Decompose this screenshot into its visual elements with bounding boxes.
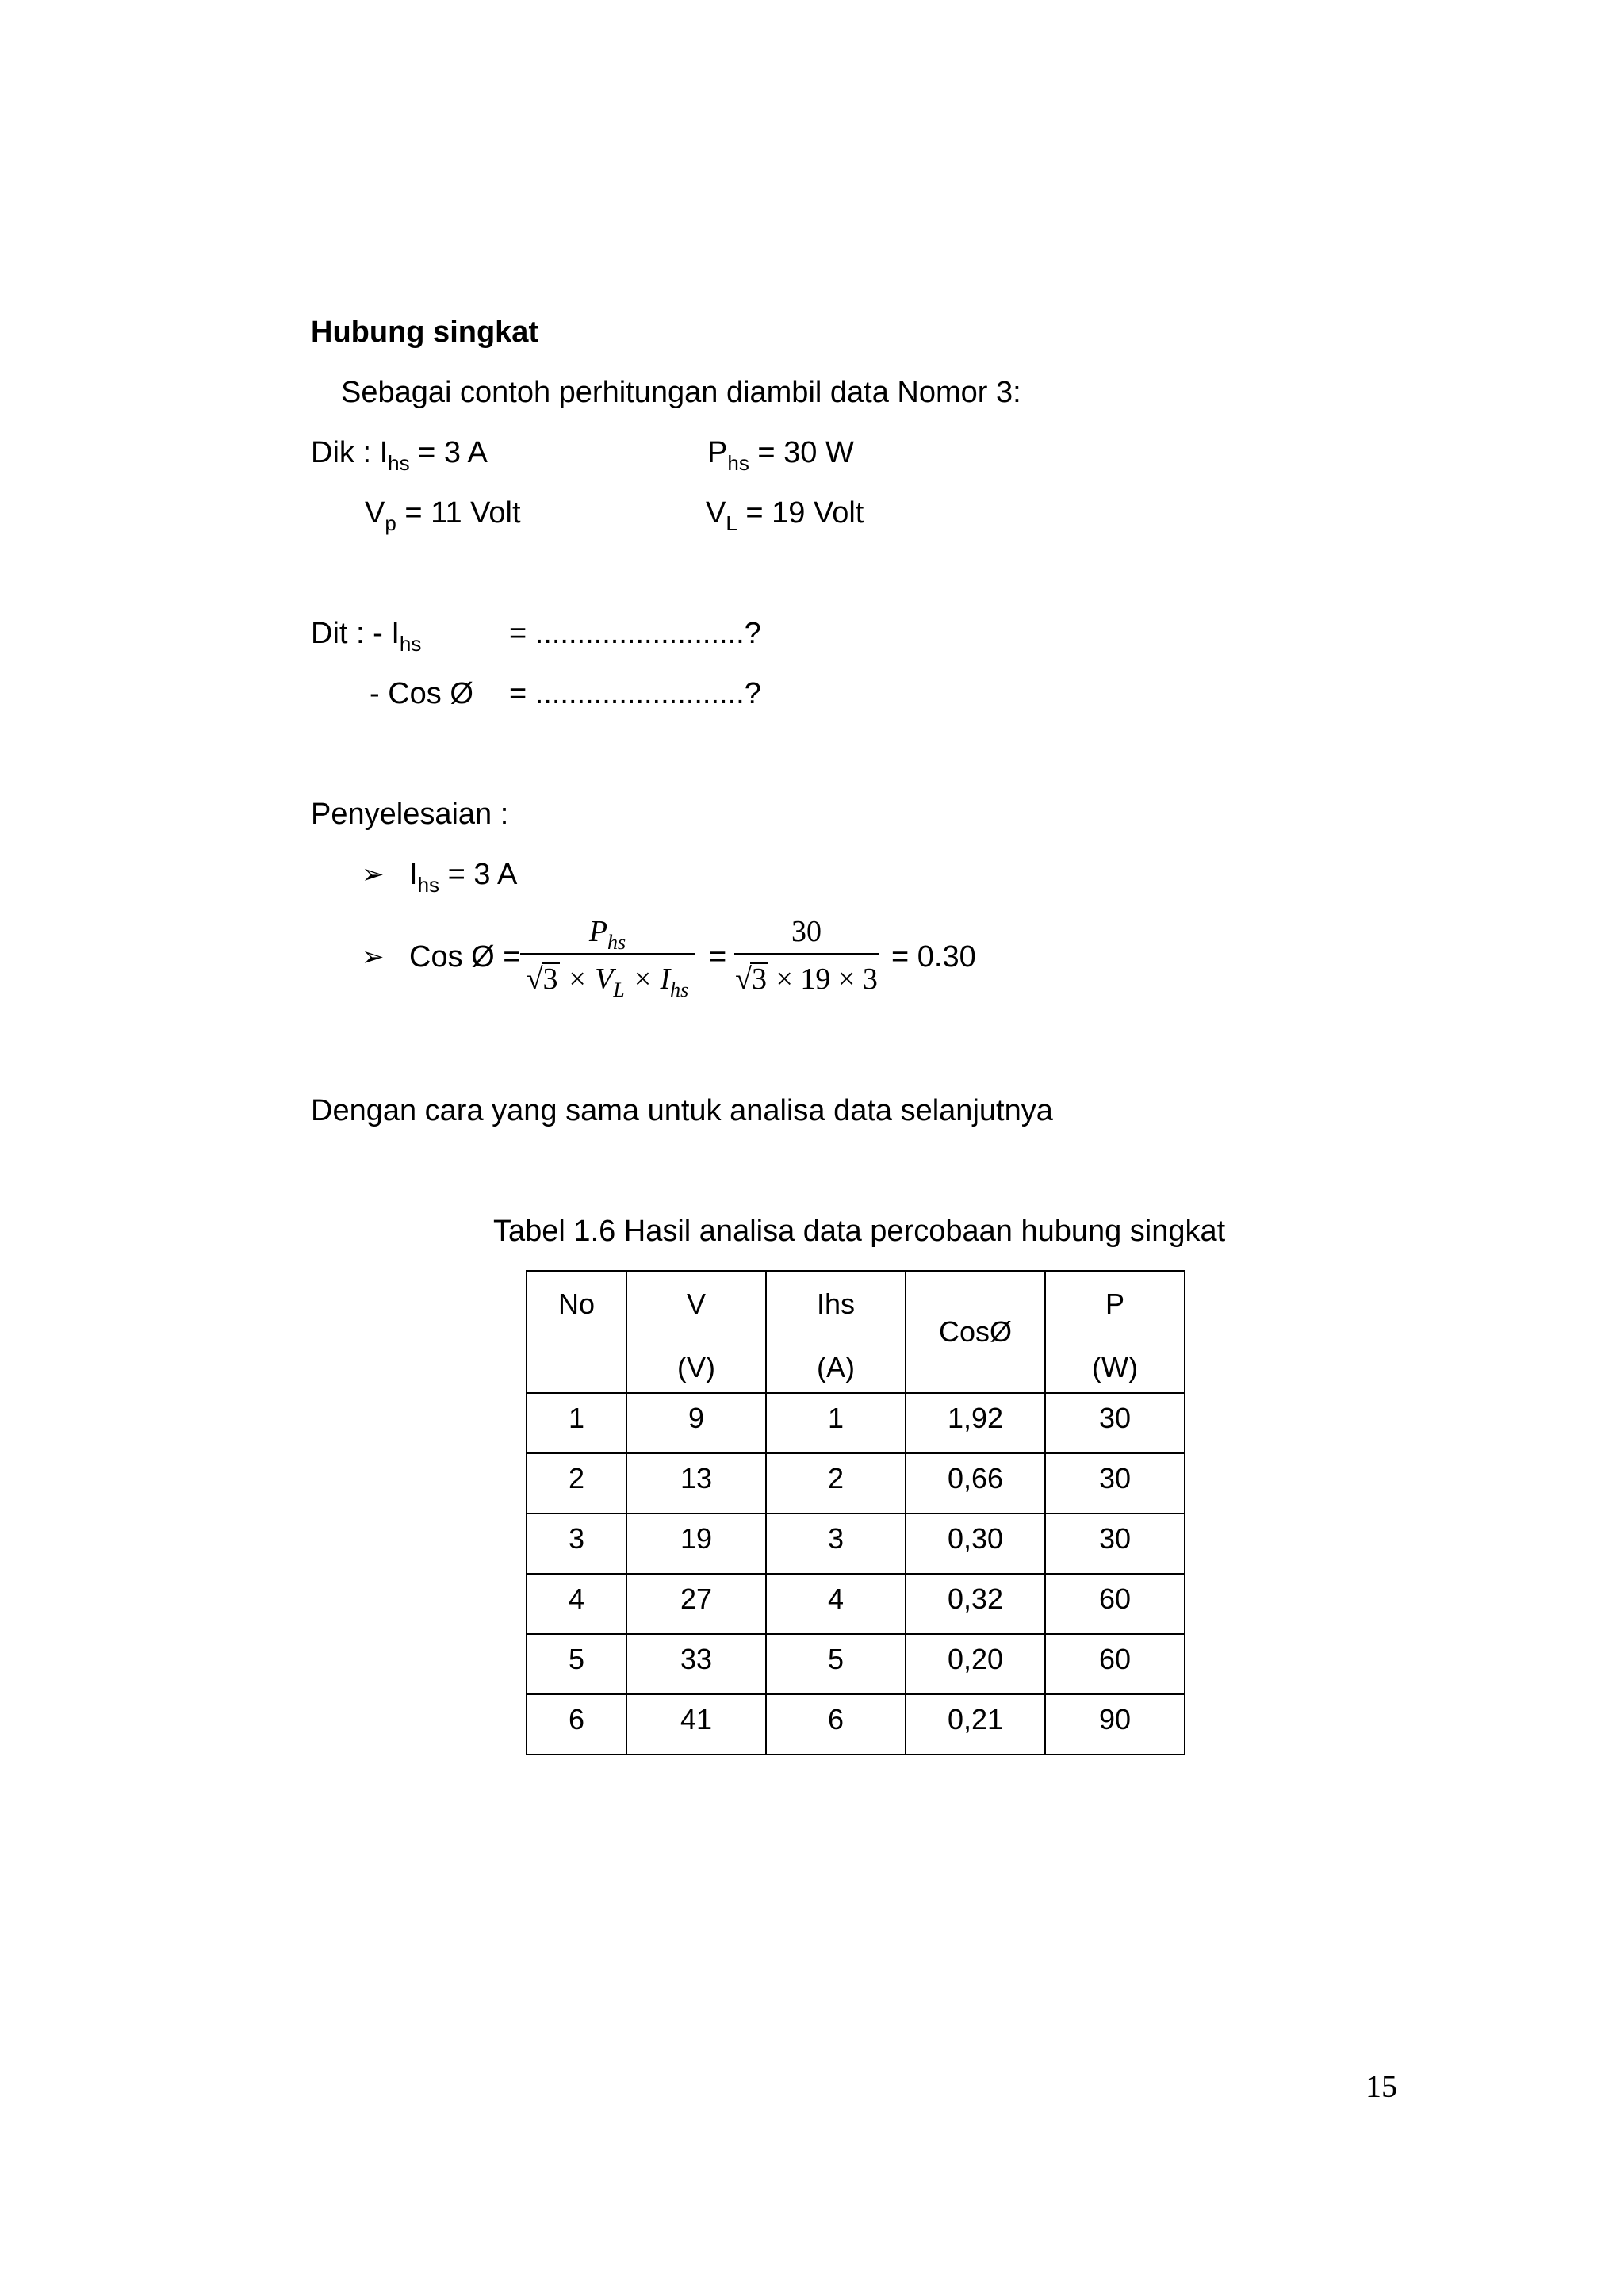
table-row <box>527 1453 1185 1513</box>
ihs-value: = 3 A <box>418 436 488 469</box>
p-subscript: hs <box>607 931 626 954</box>
phs-symbol: P <box>707 436 728 469</box>
sqrt-icon: √ <box>735 962 752 996</box>
vl-subscript: L <box>726 511 737 535</box>
cell-p: 90 <box>1045 1694 1185 1755</box>
cell-cos: 0,20 <box>906 1634 1045 1694</box>
asked-ihs <box>311 617 422 656</box>
vp-symbol: V <box>365 496 385 530</box>
vl-value: = 19 Volt <box>745 496 864 530</box>
den-v-term: × V <box>567 962 614 996</box>
cell-ihs: 6 <box>766 1694 906 1755</box>
cos-formula-label: Cos Ø = <box>409 940 521 974</box>
header-v: V (V) <box>626 1271 766 1393</box>
cell-cos: 0,32 <box>906 1574 1045 1634</box>
section-heading: Hubung singkat <box>311 316 539 349</box>
numeric-den-rest: × 19 × 3 <box>776 962 878 996</box>
sqrt-radicand: 3 <box>542 962 558 996</box>
header-cos: CosØ <box>906 1271 1045 1393</box>
header-no: No <box>527 1271 626 1393</box>
cell-v: 9 <box>626 1393 766 1453</box>
formula-result: = 0.30 <box>891 940 976 974</box>
cell-no: 6 <box>527 1694 626 1755</box>
phs-subscript: hs <box>727 451 749 475</box>
cell-p: 30 <box>1045 1513 1185 1574</box>
den-v-subscript: L <box>613 978 625 1001</box>
asked-label: Dit : - I <box>311 617 400 650</box>
numeric-fraction <box>734 916 879 994</box>
cell-ihs: 5 <box>766 1634 906 1694</box>
vp-value: = 11 Volt <box>404 496 521 530</box>
table-row <box>527 1513 1185 1574</box>
cell-no: 2 <box>527 1453 626 1513</box>
equals-sign: = <box>709 940 727 974</box>
cell-v: 27 <box>626 1574 766 1634</box>
phs-value: = 30 W <box>757 436 854 469</box>
formula-fraction <box>520 915 695 1001</box>
results-table <box>526 1270 1185 1755</box>
fraction-numerator <box>520 916 695 953</box>
table-row <box>527 1634 1185 1694</box>
cell-cos: 0,30 <box>906 1513 1045 1574</box>
asked-eq1: = .........................? <box>509 617 761 650</box>
table-caption: Tabel 1.6 Hasil analisa data percobaan hubung singkat <box>493 1215 1226 1248</box>
table-header-row <box>527 1271 1185 1393</box>
table-row <box>527 1574 1185 1634</box>
cell-no: 4 <box>527 1574 626 1634</box>
sol-ihs-value: = 3 A <box>447 858 518 891</box>
asked-cos: - Cos Ø <box>370 677 473 710</box>
table-row <box>527 1694 1185 1755</box>
numeric-numerator: 30 <box>791 915 822 948</box>
numeric-denominator <box>734 955 879 994</box>
header-ihs: Ihs (A) <box>766 1271 906 1393</box>
cell-v: 19 <box>626 1513 766 1574</box>
numeric-radicand: 3 <box>751 962 767 996</box>
bullet-arrow-icon: ➢ <box>362 942 385 972</box>
table-row <box>527 1393 1185 1453</box>
sqrt-icon: √ <box>526 962 543 996</box>
asked-eq2: = .........................? <box>509 677 761 710</box>
p-symbol: P <box>588 915 608 948</box>
cell-no: 5 <box>527 1634 626 1694</box>
ihs-symbol: I <box>379 436 389 469</box>
cell-v: 41 <box>626 1694 766 1755</box>
cell-no: 3 <box>527 1513 626 1574</box>
bullet-arrow-icon: ➢ <box>362 859 385 890</box>
cell-ihs: 3 <box>766 1513 906 1574</box>
cell-p: 30 <box>1045 1453 1185 1513</box>
cell-no: 1 <box>527 1393 626 1453</box>
page-number: 15 <box>1365 2068 1397 2104</box>
den-i-subscript: hs <box>670 978 689 1001</box>
cell-p: 60 <box>1045 1634 1185 1694</box>
vl-symbol: V <box>706 496 726 530</box>
cell-ihs: 1 <box>766 1393 906 1453</box>
cell-p: 60 <box>1045 1574 1185 1634</box>
cell-cos: 0,21 <box>906 1694 1045 1755</box>
vp-subscript: p <box>385 511 396 535</box>
closing-text: Dengan cara yang sama untuk analisa data selanjutnya <box>311 1094 1053 1127</box>
cell-v: 33 <box>626 1634 766 1694</box>
cell-ihs: 4 <box>766 1574 906 1634</box>
sol-ihs-symbol: I <box>409 858 418 891</box>
cell-v: 13 <box>626 1453 766 1513</box>
den-i-term: × I <box>624 962 671 996</box>
cell-p: 30 <box>1045 1393 1185 1453</box>
solution-ihs <box>409 858 518 897</box>
cell-cos: 0,66 <box>906 1453 1045 1513</box>
ihs-subscript: hs <box>388 451 410 475</box>
given-ihs <box>311 436 488 475</box>
given-label: Dik : <box>311 436 371 469</box>
sol-ihs-subscript: hs <box>417 873 440 897</box>
fraction-denominator <box>520 955 695 1001</box>
intro-text: Sebagai contoh perhitungan diambil data Nomor 3: <box>341 376 1021 409</box>
cell-ihs: 2 <box>766 1453 906 1513</box>
solution-label: Penyelesaian : <box>311 798 509 831</box>
header-p: P (W) <box>1045 1271 1185 1393</box>
given-vl <box>706 496 864 535</box>
cell-cos: 1,92 <box>906 1393 1045 1453</box>
asked-ihs-subscript: hs <box>399 632 422 656</box>
given-vp <box>365 496 521 535</box>
given-phs <box>707 436 854 475</box>
